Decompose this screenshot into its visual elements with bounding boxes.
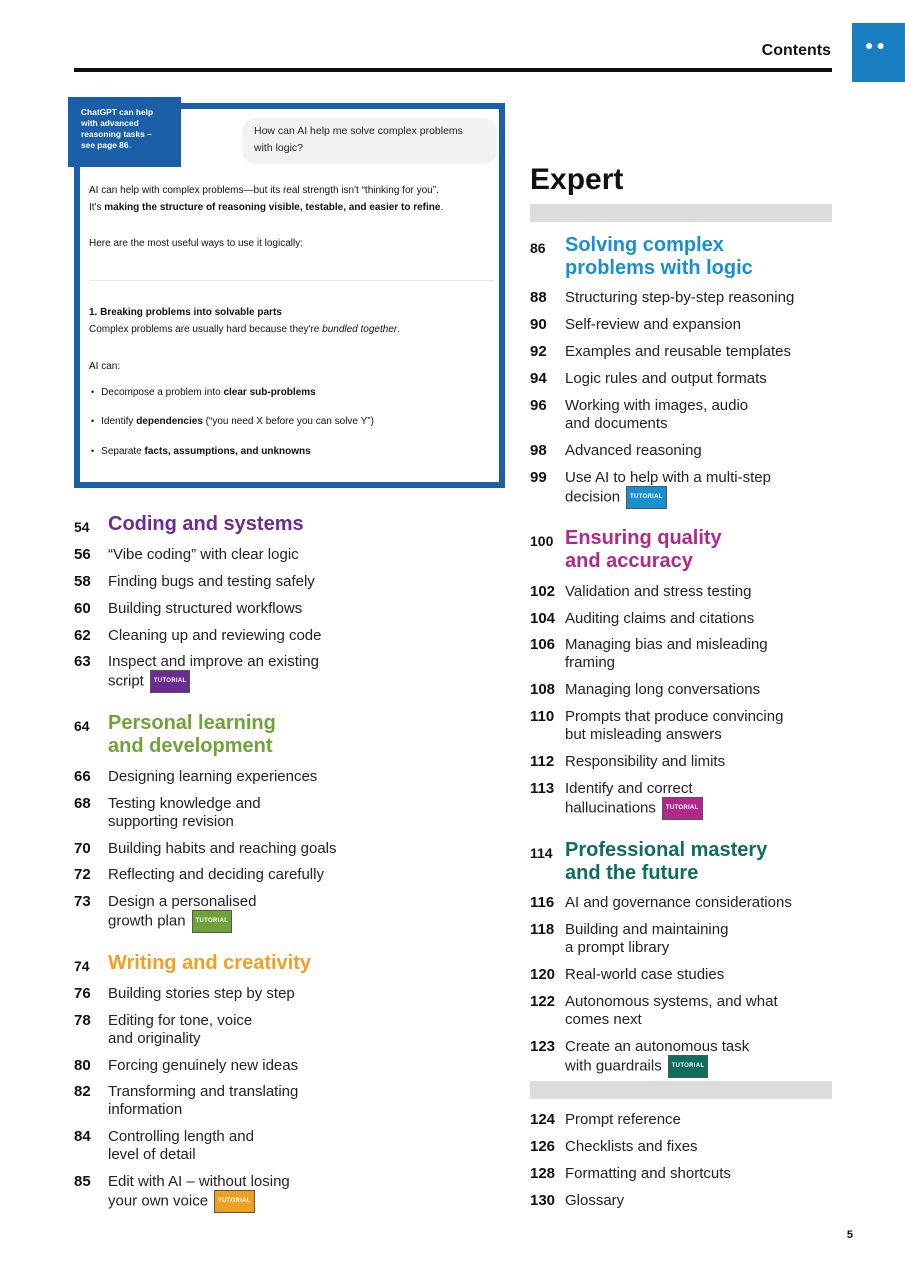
entry-title: Identify and correct: [565, 780, 693, 797]
tutorial-badge: TUTORIAL: [214, 1190, 255, 1213]
entry-title: [108, 1190, 255, 1213]
entry-title: Formatting and shortcuts: [565, 1165, 731, 1182]
section-title: Writing and creativity: [108, 952, 312, 974]
entry-title: [108, 910, 232, 933]
entry-page-number: 126: [530, 1138, 556, 1155]
entry-title: Inspect and improve an existing: [108, 653, 319, 670]
entry-page-number: 108: [530, 681, 556, 698]
point-text-part: Complex problems are usually hard because they're: [89, 324, 323, 335]
entry-page-number: 104: [530, 610, 556, 627]
point-heading: 1. Breaking problems into solvable parts: [89, 307, 282, 318]
entry-page-number: 70: [74, 840, 91, 857]
section-number: 86: [530, 240, 546, 256]
entry-page-number: 58: [74, 573, 91, 590]
entry-page-number: 96: [530, 397, 547, 414]
section-title: and development: [108, 735, 273, 757]
entry-page-number: 80: [74, 1057, 91, 1074]
entry-title: Working with images, audio: [565, 397, 749, 414]
callout-line: reasoning tasks –: [81, 129, 152, 139]
bullet-bold: clear sub-problems: [223, 387, 316, 398]
entry-title: Managing long conversations: [565, 681, 761, 698]
entry-title: Validation and stress testing: [565, 583, 752, 600]
section-title: and the future: [565, 862, 699, 884]
section-number: 64: [74, 718, 90, 734]
entry-page-number: 62: [74, 627, 91, 644]
entry-title: Edit with AI – without losing: [108, 1173, 290, 1190]
entry-title: Auditing claims and citations: [565, 610, 755, 627]
entry-title: Self-review and expansion: [565, 316, 741, 333]
section-divider-bar: [530, 204, 832, 222]
entry-page-number: 98: [530, 442, 547, 459]
section-number: 114: [530, 845, 553, 861]
question-line: How can AI help me solve complex problems: [254, 125, 463, 137]
entry-title: Building and maintaining: [565, 921, 729, 938]
entry-title: Forcing genuinely new ideas: [108, 1057, 299, 1074]
section-number: 54: [74, 519, 90, 535]
entry-page-number: 102: [530, 583, 556, 600]
entry-title: Use AI to help with a multi-step: [565, 469, 771, 486]
entry-page-number: 128: [530, 1165, 556, 1182]
entry-title: framing: [565, 654, 616, 671]
entry-title: Building habits and reaching goals: [108, 840, 337, 857]
entry-title: comes next: [565, 1011, 642, 1028]
entry-title: Prompts that produce convincing: [565, 708, 784, 725]
entry-page-number: 78: [74, 1012, 91, 1029]
section-number: 100: [530, 533, 554, 549]
callout-line: with advanced: [81, 118, 139, 128]
page-number: 5: [846, 1229, 853, 1241]
intro-bold: making the structure of reasoning visible, testable, and easier to refine: [104, 202, 441, 213]
entry-title: but misleading answers: [565, 726, 722, 743]
section-title: Solving complex: [565, 234, 724, 256]
section-number: 74: [74, 958, 90, 974]
entry-title: Building structured workflows: [108, 600, 303, 617]
bullet-bold: facts, assumptions, and unknowns: [144, 446, 311, 457]
section-title: Ensuring quality: [565, 527, 722, 549]
bullet-text: Decompose a problem into: [101, 387, 224, 398]
entry-title: “Vibe coding” with clear logic: [108, 546, 299, 563]
answer-intro-3: Here are the most useful ways to use it logically:: [89, 238, 303, 249]
entry-page-number: 63: [74, 653, 91, 670]
tutorial-badge: TUTORIAL: [150, 670, 191, 693]
entry-title: Responsibility and limits: [565, 753, 726, 770]
entry-page-number: 116: [530, 894, 555, 911]
entry-title: [108, 670, 190, 693]
entry-page-number: 110: [530, 708, 555, 725]
tutorial-badge: TUTORIAL: [626, 486, 667, 509]
entry-title: Design a personalised: [108, 893, 257, 910]
entry-title: supporting revision: [108, 813, 234, 830]
answer-bullet: [91, 446, 311, 457]
entry-title: Managing bias and misleading: [565, 636, 768, 653]
entry-title: a prompt library: [565, 939, 670, 956]
entry-title-text: your own voice: [108, 1192, 209, 1210]
entry-page-number: 122: [530, 993, 556, 1010]
entry-page-number: 82: [74, 1083, 91, 1100]
answer-intro-2: [89, 200, 443, 216]
point-text: [89, 322, 400, 338]
entry-page-number: 73: [74, 893, 91, 910]
entry-page-number: 85: [74, 1173, 91, 1190]
entry-page-number: 92: [530, 343, 547, 360]
entry-title: Logic rules and output formats: [565, 370, 767, 387]
entry-title: Transforming and translating: [108, 1083, 299, 1100]
answer-intro-1: AI can help with complex problems—but its real strength isn't “thinking for you”.: [89, 185, 439, 196]
entry-page-number: 88: [530, 289, 547, 306]
question-line: with logic?: [254, 142, 304, 154]
entry-page-number: 113: [530, 780, 555, 797]
entry-title: Examples and reusable templates: [565, 343, 791, 360]
entry-title: AI and governance considerations: [565, 894, 792, 911]
entry-page-number: 94: [530, 370, 547, 387]
section-title: Professional mastery: [565, 839, 768, 861]
tutorial-badge: TUTORIAL: [662, 797, 703, 820]
header-rule: [74, 68, 832, 72]
entry-title-text: growth plan: [108, 912, 186, 930]
section-title: and accuracy: [565, 550, 693, 572]
answer-bullet: [91, 387, 316, 398]
entry-page-number: 72: [74, 866, 91, 883]
entry-page-number: 112: [530, 753, 555, 770]
entry-title: level of detail: [108, 1146, 196, 1163]
section-title: Personal learning: [108, 712, 276, 734]
entry-title: [565, 797, 703, 820]
answer-bullet: [91, 416, 374, 427]
ai-can-label: AI can:: [89, 361, 121, 372]
callout-line: see page 86.: [81, 140, 131, 150]
entry-title: Testing knowledge and: [108, 795, 261, 812]
section-title: problems with logic: [565, 257, 753, 279]
entry-page-number: 66: [74, 768, 91, 785]
entry-page-number: 76: [74, 985, 91, 1002]
bullet-text: (“you need X before you can solve Y”): [202, 416, 374, 427]
entry-title-text: script: [108, 672, 144, 690]
section-divider-bar: [530, 1081, 832, 1099]
entry-page-number: 68: [74, 795, 91, 812]
entry-title: Autonomous systems, and what: [565, 993, 778, 1010]
entry-title: and originality: [108, 1030, 201, 1047]
point-text-italic: bundled together: [322, 324, 398, 335]
entry-title: Designing learning experiences: [108, 768, 318, 785]
entry-title: Checklists and fixes: [565, 1138, 698, 1155]
entry-title: Create an autonomous task: [565, 1038, 750, 1055]
expert-heading: Expert: [530, 163, 624, 196]
user-question-bubble: [242, 118, 497, 164]
entry-title: Real-world case studies: [565, 966, 725, 983]
entry-title: [565, 1055, 708, 1078]
entry-title-text: hallucinations: [565, 799, 656, 817]
tutorial-badge: TUTORIAL: [192, 910, 233, 933]
entry-page-number: 84: [74, 1128, 91, 1145]
tutorial-badge: TUTORIAL: [668, 1055, 709, 1078]
entry-title: Reflecting and deciding carefully: [108, 866, 324, 883]
intro-text: .: [440, 202, 444, 213]
bullet-text: Identify: [101, 416, 137, 427]
entry-page-number: 123: [530, 1038, 556, 1055]
entry-title: Glossary: [565, 1192, 625, 1209]
entry-page-number: 56: [74, 546, 91, 563]
bullet-bold: dependencies: [136, 416, 203, 427]
entry-page-number: 60: [74, 600, 91, 617]
callout-box: [68, 97, 181, 167]
intro-text: It's: [89, 202, 105, 213]
entry-page-number: 90: [530, 316, 547, 333]
entry-title: and documents: [565, 415, 668, 432]
chat-screenshot: [74, 103, 505, 488]
point-text-part: .: [397, 324, 400, 335]
callout-line: ChatGPT can help: [81, 107, 154, 117]
entry-title: Controlling length and: [108, 1128, 254, 1145]
page-title: Contents: [761, 42, 831, 59]
entry-title-text: with guardrails: [565, 1057, 662, 1075]
entry-title: [565, 486, 667, 509]
entry-title: Finding bugs and testing safely: [108, 573, 315, 590]
entry-title-text: decision: [565, 488, 621, 506]
entry-page-number: 99: [530, 469, 547, 486]
entry-page-number: 106: [530, 636, 556, 653]
entry-title: Advanced reasoning: [565, 442, 702, 459]
entry-title: Structuring step-by-step reasoning: [565, 289, 795, 306]
entry-title: Editing for tone, voice: [108, 1012, 253, 1029]
entry-title: Building stories step by step: [108, 985, 295, 1002]
entry-title: Prompt reference: [565, 1111, 681, 1128]
entry-page-number: 130: [530, 1192, 556, 1209]
entry-title: information: [108, 1101, 183, 1118]
entry-title: Cleaning up and reviewing code: [108, 627, 322, 644]
speech-dots-icon: ●●: [865, 37, 888, 53]
bullet-text: Separate: [101, 446, 145, 457]
entry-page-number: 124: [530, 1111, 556, 1128]
chat-divider: [89, 280, 494, 281]
section-title: Coding and systems: [108, 513, 304, 535]
entry-page-number: 120: [530, 966, 556, 983]
entry-page-number: 118: [530, 921, 555, 938]
